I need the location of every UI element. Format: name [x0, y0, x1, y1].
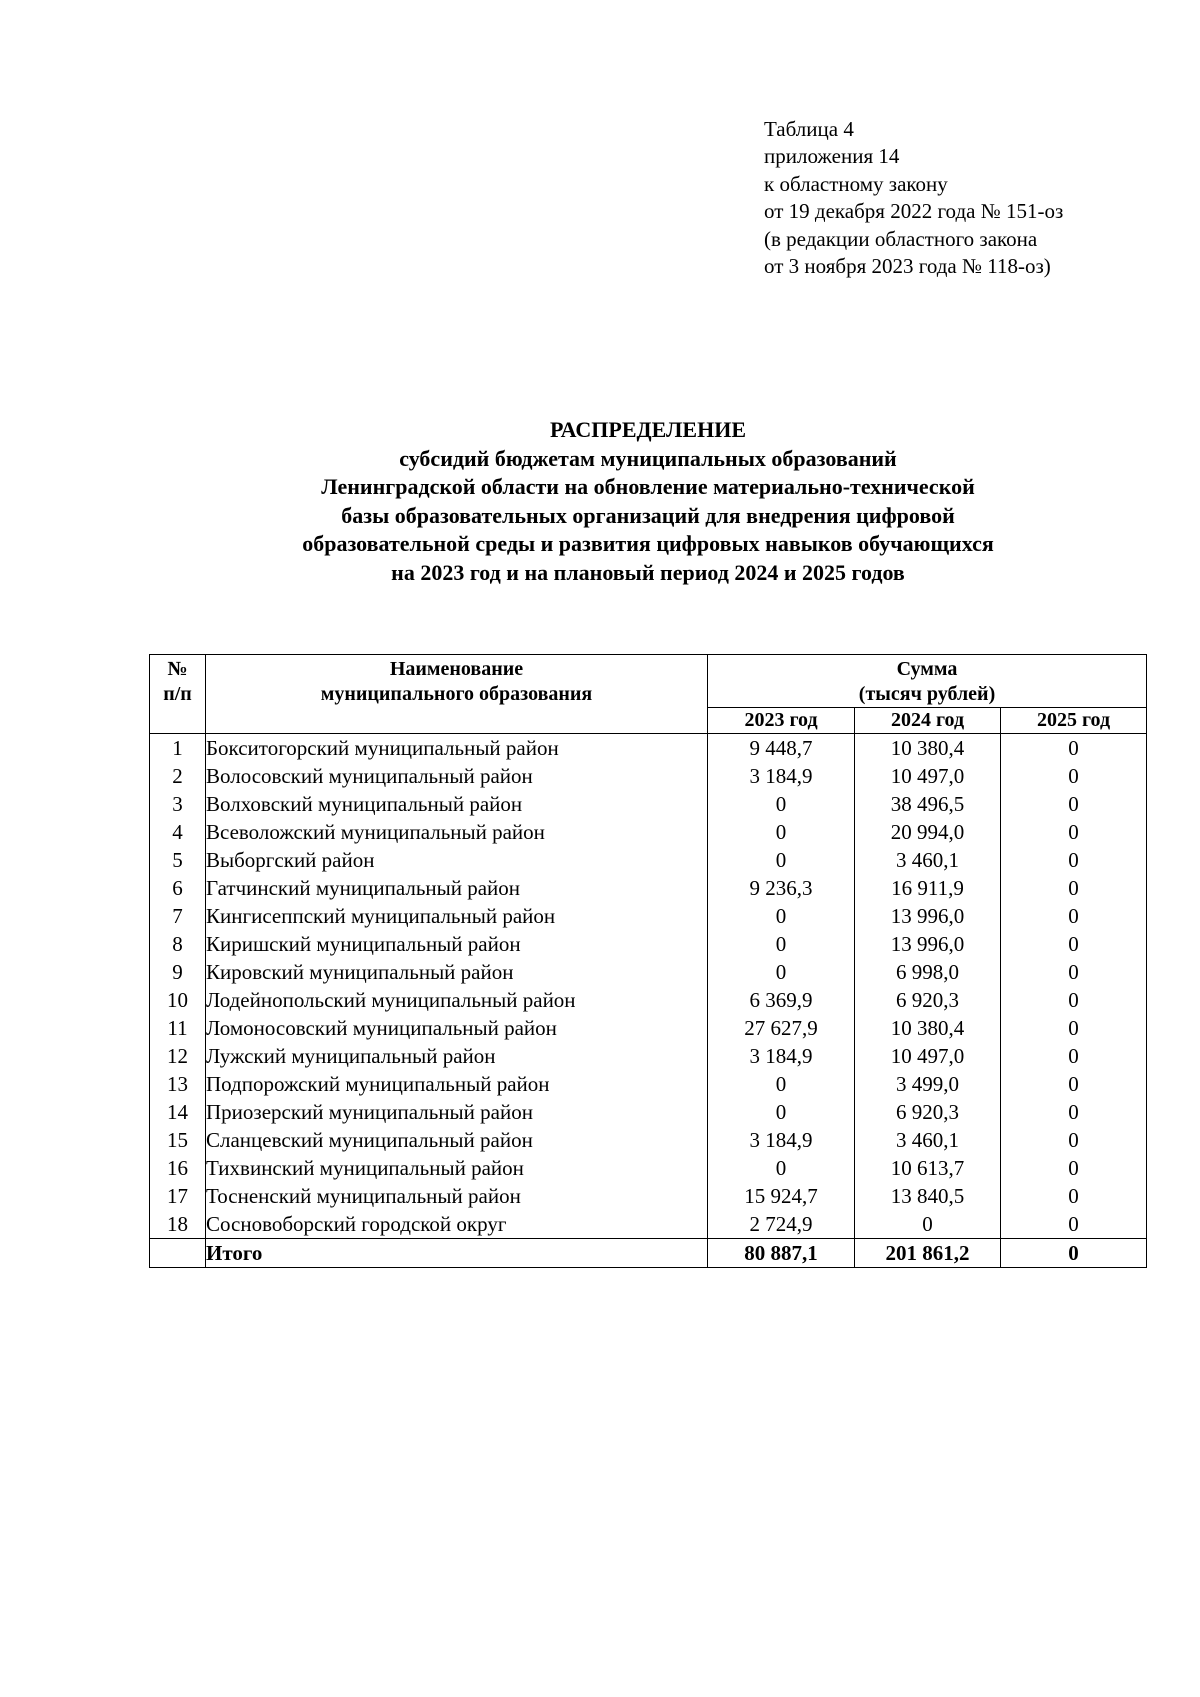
value-2025: 0 [1001, 1098, 1147, 1126]
total-label: Итого [206, 1239, 708, 1268]
table-row [150, 734, 1147, 763]
table-row [150, 1098, 1147, 1126]
header-year-2024: 2024 год [855, 708, 1001, 734]
value-2025: 0 [1001, 1182, 1147, 1210]
value-2023: 2 724,9 [708, 1210, 855, 1239]
appendix-line: к областному закону [764, 171, 948, 196]
row-number: 17 [150, 1182, 206, 1210]
row-number: 7 [150, 902, 206, 930]
total-empty [150, 1239, 206, 1268]
value-2025: 0 [1001, 874, 1147, 902]
value-2025: 0 [1001, 818, 1147, 846]
table-row [150, 958, 1147, 986]
municipality-name: Лужский муниципальный район [206, 1042, 708, 1070]
title-line: на 2023 год и на плановый период 2024 и 2025 годов [391, 559, 905, 585]
table-row [150, 1042, 1147, 1070]
value-2025: 0 [1001, 902, 1147, 930]
value-2025: 0 [1001, 846, 1147, 874]
value-2024: 10 380,4 [855, 1014, 1001, 1042]
row-number: 14 [150, 1098, 206, 1126]
value-2025: 0 [1001, 1210, 1147, 1239]
municipality-name: Подпорожский муниципальный район [206, 1070, 708, 1098]
value-2024: 6 998,0 [855, 958, 1001, 986]
value-2025: 0 [1001, 1014, 1147, 1042]
value-2024: 13 996,0 [855, 930, 1001, 958]
title-line: базы образовательных организаций для внедрения цифровой [341, 502, 955, 528]
total-2024: 201 861,2 [855, 1239, 1001, 1268]
appendix-note [764, 116, 1063, 280]
value-2024: 6 920,3 [855, 986, 1001, 1014]
value-2023: 27 627,9 [708, 1014, 855, 1042]
value-2023: 0 [708, 1070, 855, 1098]
document-title [150, 416, 1146, 588]
row-number: 1 [150, 734, 206, 763]
title-heading: РАСПРЕДЕЛЕНИЕ [549, 417, 746, 442]
row-number: 16 [150, 1154, 206, 1182]
total-row [150, 1239, 1147, 1268]
title-line: субсидий бюджетам муниципальных образований [399, 445, 897, 471]
value-2024: 20 994,0 [855, 818, 1001, 846]
value-2025: 0 [1001, 930, 1147, 958]
municipality-name: Кировский муниципальный район [206, 958, 708, 986]
table-row [150, 986, 1147, 1014]
municipality-name: Гатчинский муниципальный район [206, 874, 708, 902]
value-2023: 0 [708, 958, 855, 986]
table-row [150, 1126, 1147, 1154]
table-row [150, 846, 1147, 874]
table-row [150, 930, 1147, 958]
value-2024: 6 920,3 [855, 1098, 1001, 1126]
table-row [150, 874, 1147, 902]
header-num: № п/п [150, 655, 206, 734]
table-row [150, 1154, 1147, 1182]
municipality-name: Выборгский район [206, 846, 708, 874]
table-row [150, 1182, 1147, 1210]
subsidy-table [149, 654, 1147, 1268]
header-year-2023: 2023 год [708, 708, 855, 734]
row-number: 15 [150, 1126, 206, 1154]
row-number: 5 [150, 846, 206, 874]
value-2023: 3 184,9 [708, 1126, 855, 1154]
value-2023: 0 [708, 930, 855, 958]
table-header-row [150, 655, 1147, 708]
appendix-line: Таблица 4 [764, 117, 854, 141]
header-year-2025: 2025 год [1001, 708, 1147, 734]
municipality-name: Лодейнопольский муниципальный район [206, 986, 708, 1014]
municipality-name: Волховский муниципальный район [206, 790, 708, 818]
table-row [150, 818, 1147, 846]
row-number: 11 [150, 1014, 206, 1042]
row-number: 8 [150, 930, 206, 958]
value-2023: 9 448,7 [708, 734, 855, 763]
value-2023: 3 184,9 [708, 762, 855, 790]
municipality-name: Приозерский муниципальный район [206, 1098, 708, 1126]
municipality-name: Тихвинский муниципальный район [206, 1154, 708, 1182]
total-2025: 0 [1001, 1239, 1147, 1268]
municipality-name: Ломоносовский муниципальный район [206, 1014, 708, 1042]
row-number: 12 [150, 1042, 206, 1070]
value-2023: 0 [708, 846, 855, 874]
value-2025: 0 [1001, 762, 1147, 790]
value-2023: 0 [708, 818, 855, 846]
row-number: 3 [150, 790, 206, 818]
value-2025: 0 [1001, 958, 1147, 986]
municipality-name: Сланцевский муниципальный район [206, 1126, 708, 1154]
municipality-name: Киришский муниципальный район [206, 930, 708, 958]
municipality-name: Волосовский муниципальный район [206, 762, 708, 790]
value-2024: 13 996,0 [855, 902, 1001, 930]
municipality-name: Кингисеппский муниципальный район [206, 902, 708, 930]
value-2024: 10 497,0 [855, 762, 1001, 790]
title-line: Ленинградской области на обновление материально-технической [321, 474, 975, 500]
row-number: 9 [150, 958, 206, 986]
appendix-line: от 3 ноября 2023 года № 118-оз) [764, 254, 1051, 279]
header-sum: Сумма (тысяч рублей) [708, 655, 1147, 708]
municipality-name: Сосновоборский городской округ [206, 1210, 708, 1239]
value-2024: 3 499,0 [855, 1070, 1001, 1098]
total-2023: 80 887,1 [708, 1239, 855, 1268]
header-name: Наименование муниципального образования [206, 655, 708, 734]
value-2023: 0 [708, 790, 855, 818]
table-row [150, 1210, 1147, 1239]
table-row [150, 902, 1147, 930]
municipality-name: Всеволожский муниципальный район [206, 818, 708, 846]
appendix-line: (в редакции областного закона [764, 226, 1038, 251]
title-line: образовательной среды и развития цифровых навыков обучающихся [302, 531, 994, 557]
table-row [150, 1014, 1147, 1042]
value-2024: 38 496,5 [855, 790, 1001, 818]
value-2024: 10 613,7 [855, 1154, 1001, 1182]
row-number: 10 [150, 986, 206, 1014]
row-number: 18 [150, 1210, 206, 1239]
row-number: 4 [150, 818, 206, 846]
value-2023: 3 184,9 [708, 1042, 855, 1070]
value-2023: 6 369,9 [708, 986, 855, 1014]
value-2024: 10 497,0 [855, 1042, 1001, 1070]
appendix-line: от 19 декабря 2022 года № 151-оз [764, 199, 1064, 224]
value-2025: 0 [1001, 790, 1147, 818]
value-2025: 0 [1001, 1154, 1147, 1182]
value-2024: 3 460,1 [855, 1126, 1001, 1154]
row-number: 6 [150, 874, 206, 902]
value-2024: 0 [855, 1210, 1001, 1239]
value-2023: 0 [708, 1098, 855, 1126]
value-2023: 9 236,3 [708, 874, 855, 902]
value-2025: 0 [1001, 1070, 1147, 1098]
value-2025: 0 [1001, 734, 1147, 763]
municipality-name: Бокситогорский муниципальный район [206, 734, 708, 763]
municipality-name: Тосненский муниципальный район [206, 1182, 708, 1210]
value-2023: 0 [708, 1154, 855, 1182]
value-2025: 0 [1001, 986, 1147, 1014]
value-2023: 15 924,7 [708, 1182, 855, 1210]
value-2024: 16 911,9 [855, 874, 1001, 902]
value-2024: 10 380,4 [855, 734, 1001, 763]
row-number: 13 [150, 1070, 206, 1098]
appendix-line: приложения 14 [764, 144, 900, 169]
value-2024: 13 840,5 [855, 1182, 1001, 1210]
value-2024: 3 460,1 [855, 846, 1001, 874]
table-row [150, 790, 1147, 818]
table-row [150, 762, 1147, 790]
value-2023: 0 [708, 902, 855, 930]
value-2025: 0 [1001, 1042, 1147, 1070]
value-2025: 0 [1001, 1126, 1147, 1154]
table-row [150, 1070, 1147, 1098]
row-number: 2 [150, 762, 206, 790]
